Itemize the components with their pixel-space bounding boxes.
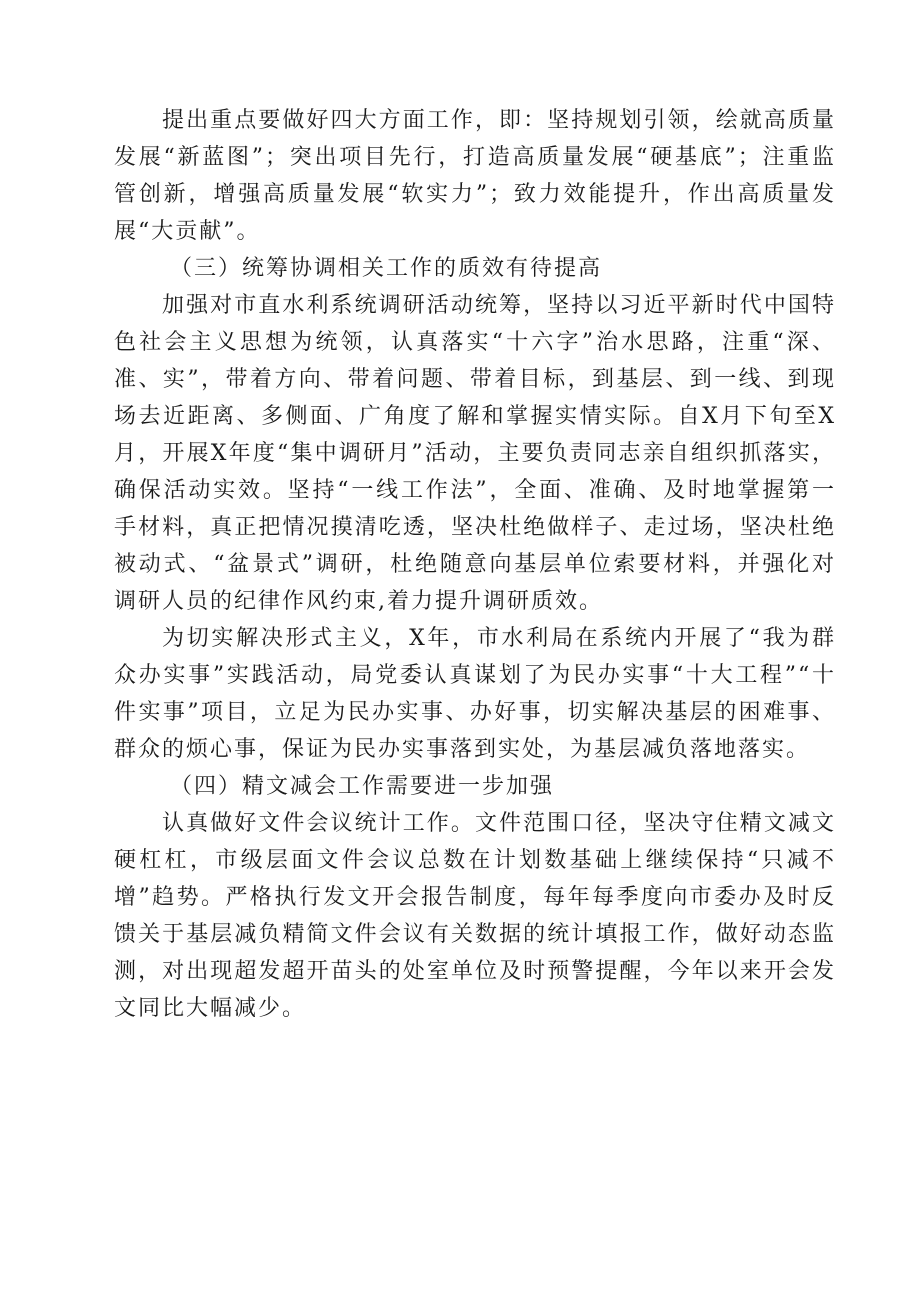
- paragraph: 认真做好文件会议统计工作。文件范围口径，坚决守住精文减文硬杠杠，市级层面文件会议总数在计划数基础上继续保持“只减不增”趋势。严格执行发文开会报告制度，每年每季度向市委办及时反馈关于基层减负精简文件会议有关数据的统计填报工作，做好动态监测，对出现超发超开苗头的处室单位及时预警提醒，今年以来开会发文同比大幅减少。: [114, 811, 836, 1021]
- paragraph-continuation: 提出重点要做好四大方面工作，即：坚持规划引领，绘就高质量发展“新蓝图”；突出项目先行，打造高质量发展“硬基底”；注重监管创新，增强高质量发展“软实力”；致力效能提升，作出高质量发展“大贡献”。: [114, 108, 836, 244]
- paragraph: 加强对市直水利系统调研活动统筹，坚持以习近平新时代中国特色社会主义思想为统领，认真落实“十六字”治水思路，注重“深、准、实”，带着方向、带着问题、带着目标，到基层、到一线、到现场去近距离、多侧面、广角度了解和掌握实情实际。自X月下旬至X月，开展X年度“集中调研月”活动，主要负责同志亲自组织抓落实，确保活动实效。坚持“一线工作法”，全面、准确、及时地掌握第一手材料，真正把情况摸清吃透，坚决杜绝做样子、走过场，坚决杜绝被动式、“盆景式”调研，杜绝随意向基层单位索要材料，并强化对调研人员的纪律作风约束,着力提升调研质效。: [114, 293, 836, 614]
- document-body: [114, 102, 836, 1027]
- paragraph: 为切实解决形式主义，X年，市水利局在系统内开展了“我为群众办实事”实践活动，局党委认真谋划了为民办实事“十大工程”“十件实事”项目，立足为民办实事、办好事，切实解决基层的困难事、群众的烦心事，保证为民办实事落到实处，为基层减负落地落实。: [114, 626, 836, 762]
- section-heading-3: （三）统筹协调相关工作的质效有待提高: [170, 256, 603, 281]
- section-heading-4: （四）精文减会工作需要进一步加强: [170, 774, 555, 799]
